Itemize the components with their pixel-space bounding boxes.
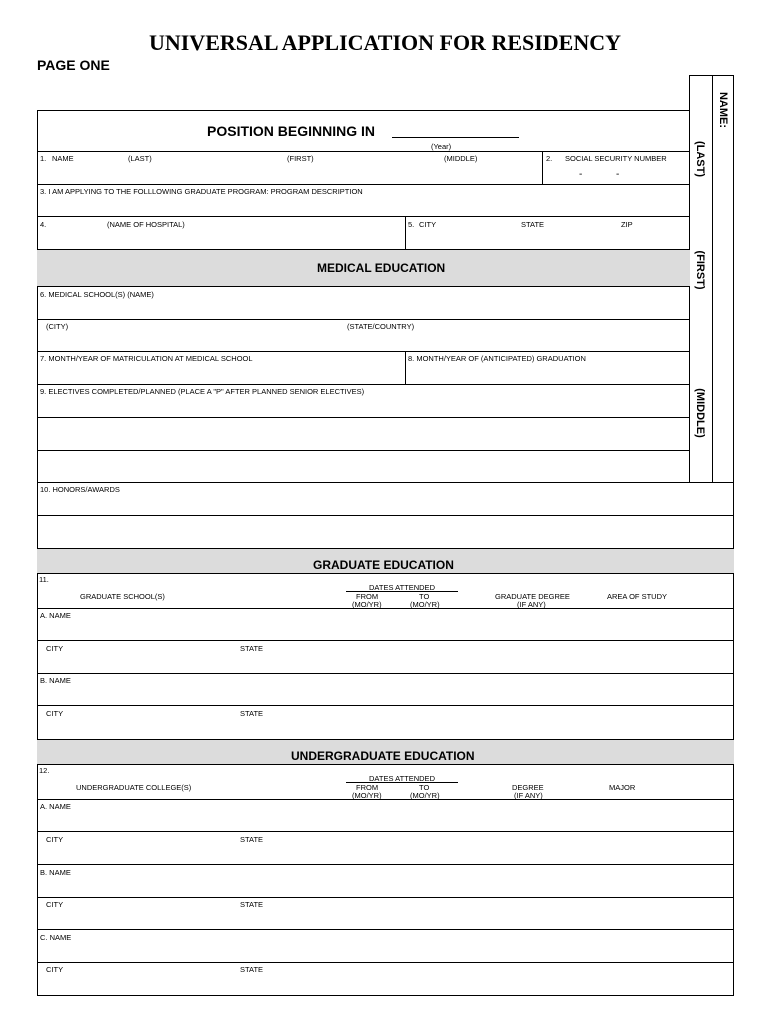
graduate-b-name: B. NAME [40,676,71,685]
state-label: STATE [521,220,545,229]
undergraduate-c-name: C. NAME [40,933,72,942]
graduate-area-col: AREA OF STUDY [607,592,668,601]
undergraduate-major-col: MAJOR [609,783,636,792]
honors-label: 10. HONORS/AWARDS [40,485,120,494]
row-divider [37,319,690,320]
row-divider [37,216,690,217]
side-name-label: NAME: [717,91,729,129]
undergraduate-education-header: UNDERGRADUATE EDUCATION [291,749,475,763]
row-divider [37,151,690,152]
undergraduate-from-label: FROM [356,783,379,792]
row-divider [37,640,734,641]
medical-education-header: MEDICAL EDUCATION [317,261,446,275]
graduate-dates-label: DATES ATTENDED [369,583,435,592]
side-first-label: (FIRST) [694,250,706,290]
zip-label: ZIP [621,220,633,229]
undergraduate-degree-col: DEGREE [512,783,544,792]
medical-state-country-label: (STATE/COUNTRY) [347,322,415,331]
top-border [37,110,690,111]
side-last-label: (LAST) [694,140,706,178]
graduate-a-city: CITY [46,644,64,653]
ssn-dash: - [579,169,583,180]
undergraduate-b-city: CITY [46,900,64,909]
graduation-label: 8. MONTH/YEAR OF (ANTICIPATED) GRADUATION [408,354,586,363]
graduate-b-city: CITY [46,709,64,718]
city-divider [405,216,406,249]
page-label: PAGE ONE [37,57,110,73]
year-label: (Year) [431,142,452,151]
row-divider [37,831,734,832]
outer-right-border [733,75,734,996]
row-divider [37,249,690,250]
ssn-divider [542,151,543,184]
undergraduate-num: 12. [39,766,50,775]
program-label: 3. I AM APPLYING TO THE FOLLLOWING GRADUATE PROGRAM: PROGRAM DESCRIPTION [40,187,363,196]
undergraduate-to-label: TO [419,783,430,792]
middle-name-label: (MIDDLE) [444,154,478,163]
graduate-degree-note: (IF ANY) [517,600,546,609]
undergraduate-from-unit: (MO/YR) [352,791,382,800]
undergraduate-a-city: CITY [46,835,64,844]
graduate-from-unit: (MO/YR) [352,600,382,609]
row-divider [37,482,734,483]
graduate-b-state: STATE [240,709,264,718]
row-divider [37,962,734,963]
graduate-education-header: GRADUATE EDUCATION [313,558,454,572]
electives-label: 9. ELECTIVES COMPLETED/PLANNED (PLACE A "P" AFTER PLANNED SENIOR ELECTIVES) [40,387,365,396]
graduate-to-unit: (MO/YR) [410,600,440,609]
ssn-label: SOCIAL SECURITY NUMBER [565,154,667,163]
undergraduate-b-state: STATE [240,900,264,909]
position-label: POSITION BEGINNING IN [207,123,376,139]
graduate-degree-col: GRADUATE DEGREE [495,592,570,601]
hospital-num: 4. [40,220,47,229]
row-divider [37,184,690,185]
row-divider [37,351,690,352]
undergraduate-a-state: STATE [240,835,264,844]
city-label: CITY [419,220,437,229]
outer-bottom-border [37,995,734,996]
row-divider [37,764,734,765]
row-divider [37,608,734,609]
row-divider [37,864,734,865]
ssn-dash: - [616,169,620,180]
medical-school-label: 6. MEDICAL SCHOOL(S) (NAME) [40,290,154,299]
graduate-num: 11. [39,575,49,584]
first-name-label: (FIRST) [287,154,314,163]
ssn-num: 2. [546,154,553,163]
row-divider [37,897,734,898]
graduate-a-name: A. NAME [40,611,71,620]
undergraduate-to-unit: (MO/YR) [410,791,440,800]
graduate-from-label: FROM [356,592,379,601]
row-divider [37,799,734,800]
undergraduate-c-city: CITY [46,965,64,974]
matriculation-label: 7. MONTH/YEAR OF MATRICULATION AT MEDICAL SCHOOL [40,354,253,363]
row-divider [37,450,690,451]
name-label: NAME [52,154,74,163]
side-middle-label: (MIDDLE) [694,388,706,438]
row-divider [37,573,734,574]
row-divider [37,384,690,385]
graduation-divider [405,351,406,384]
undergraduate-degree-note: (IF ANY) [514,791,543,800]
medical-city-label: (CITY) [46,322,69,331]
row-divider [37,286,690,287]
row-divider [37,548,734,549]
side-panel-divider [712,75,713,483]
row-divider [37,705,734,706]
graduate-a-state: STATE [240,644,264,653]
graduate-to-label: TO [419,592,430,601]
graduate-school-col: GRADUATE SCHOOL(S) [80,592,165,601]
row-divider [37,929,734,930]
undergraduate-c-state: STATE [240,965,264,974]
row-divider [37,739,734,740]
undergraduate-a-name: A. NAME [40,802,71,811]
row-divider [37,515,734,516]
row-divider [37,673,734,674]
undergraduate-dates-label: DATES ATTENDED [369,774,435,783]
row-divider [37,417,690,418]
name-num: 1. [40,154,47,163]
last-name-label: (LAST) [128,154,152,163]
undergraduate-school-col: UNDERGRADUATE COLLEGE(S) [76,783,192,792]
city-num: 5. [408,220,415,229]
hospital-label: (NAME OF HOSPITAL) [107,220,185,229]
undergraduate-b-name: B. NAME [40,868,71,877]
form-title: UNIVERSAL APPLICATION FOR RESIDENCY [148,30,622,55]
position-year-line[interactable] [392,137,519,138]
